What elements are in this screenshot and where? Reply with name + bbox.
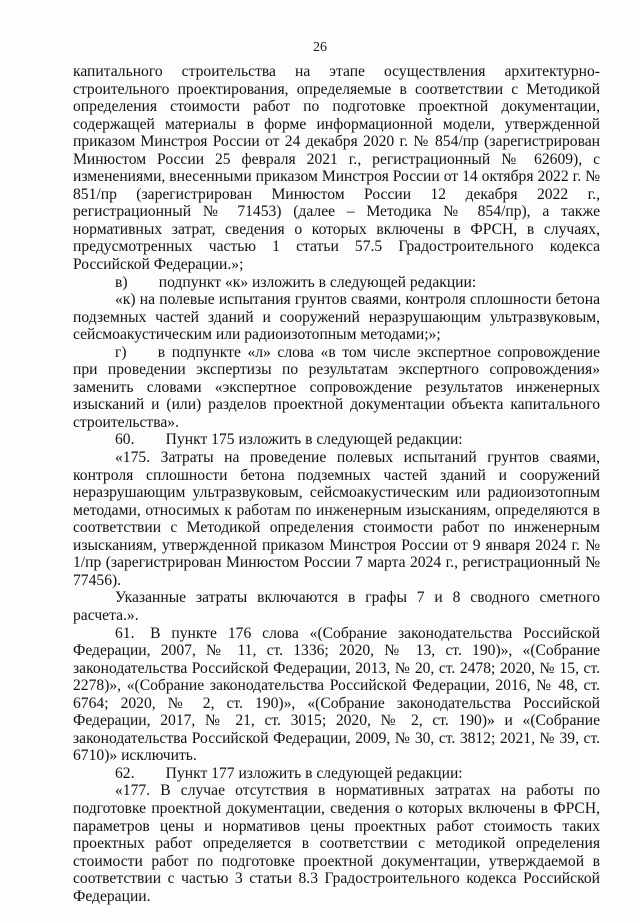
paragraph: 60. Пункт 175 изложить в следующей редакции:: [115, 431, 463, 449]
paragraph: 61. В пункте 176 слова «(Собрание законодательства Российской Федерации, 2007, № 11, ст. 1336; 2020, № 13, ст. 190)», «(Собрание законодательства Российской Федерации, 2013, № 20, ст. 2478; 2020, № 15, ст. 2278)», «(Собрание законодательства Российской Федерации, 2016, № 48, ст. 6764; 2020, № 2, ст. 190)», «(Собрание законодательства Российской Федерации, 2017, № 21, ст. 3015; 2020, № 2, ст. 190)» и «(Собрание законодательства Российской Федерации, 2009, № 30, ст. 3812; 2021, № 39, ст. 6710)» исключить.: [73, 624, 600, 765]
page-number: 26: [313, 40, 327, 55]
paragraph: капитального строительства на этапе осуществления архитектурно-строительного проектирования, определяемые в соответствии с Методикой определения стоимости работ по подготовке проектной документации, содержащей материалы в форме информационной модели, утвержденной приказом Минстроя России от 24 декабря 2020 г. № 854/пр (зарегистрирован Минюстом России 25 февраля 2021 г., регистрационный № 62609), с изменениями, внесенными приказом Минстроя России от 14 октября 2022 г. № 851/пр (зарегистрирован Минюстом России 12 декабря 2022 г., регистрационный № 71453) (далее – Методика № 854/пр), а также нормативных затрат, сведения о которых включены в ФРСН, в случаях, предусмотренных частью 1 статьи 57.5 Градостроительного кодекса Российской Федерации.»;: [73, 63, 600, 274]
paragraph: «175. Затраты на проведение полевых испытаний грунтов сваями, контроля сплошности бетона подземных частей зданий и сооружений неразрушающим ультразвуковым, сейсмоакустическим или радиоизотопным методами, относимых к работам по инженерным изысканиям, определяются в соответствии с Методикой определения стоимости работ по инженерным изысканиям, утвержденной приказом Минстроя России от 9 января 2024 г. № 1/пр (зарегистрирован Минюстом России 7 марта 2024 г., регистрационный № 77456).: [73, 449, 600, 589]
document-body: [73, 63, 600, 905]
paragraph: г) в подпункте «л» слова «в том числе экспертное сопровождение при проведении экспертизы по результатам экспертного сопровождения» заменить словами «экспертное сопровождение результатов инженерных изысканий и (или) разделов проектной документации объекта капитального строительства».: [73, 343, 600, 431]
paragraph: в) подпункт «к» изложить в следующей редакции:: [115, 273, 477, 291]
paragraph: 62. Пункт 177 изложить в следующей редакции:: [115, 764, 463, 782]
paragraph: «к) на полевые испытания грунтов сваями, контроля сплошности бетона подземных частей зданий и сооружений неразрушающим ультразвуковым, сейсмоакустическим или радиоизотопным методами;»;: [73, 291, 600, 344]
paragraph: Указанные затраты включаются в графы 7 и 8 сводного сметного расчета.».: [73, 589, 600, 624]
paragraph: «177. В случае отсутствия в нормативных затратах на работы по подготовке проектной документации, сведения о которых включены в ФРСН, параметров цены и нормативов цены проектных работ стоимость таких проектных работ определяется в соответствии с методикой определения стоимости работ по подготовке проектной документации, утверждаемой в соответствии с частью 3 статьи 8.3 Градостроительного кодекса Российской Федерации.: [73, 782, 600, 905]
